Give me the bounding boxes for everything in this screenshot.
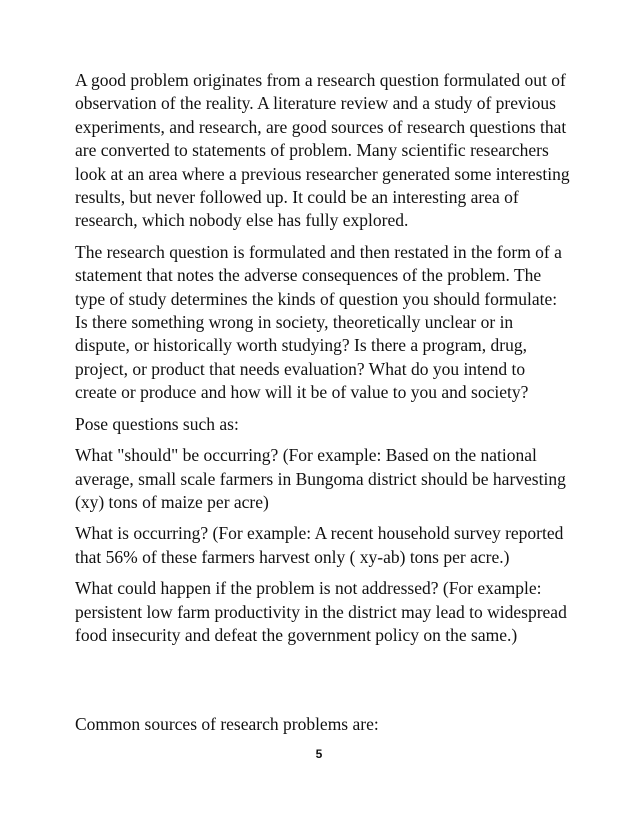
paragraph-what-could-happen: What could happen if the problem is not addressed? (For example: persistent low farm productivity in the district may lead to widespread food insecurity and defeat the government policy on the same.) [75,578,567,645]
page-number: 5 [315,747,323,761]
paragraph-problem-origin: A good problem originates from a research question formulated out of observation of the reality. A literature review and a study of previous experiments, and research, are good sources of research questions that are converted to statements of problem. Many scientific researchers look at an area where a previous researcher generated some interesting results, but never followed up. It could be an interesting area of research, which nobody else has fully explored. [75,70,570,231]
paragraph-what-is-occurring: What is occurring? (For example: A recent household survey reported that 56% of these farmers harvest only ( xy-ab) tons per acre.) [75,523,564,567]
document-body [75,69,570,655]
paragraph-pose-questions: Pose questions such as: [75,413,239,434]
common-sources-heading: Common sources of research problems are: [75,714,379,734]
paragraph-research-question: The research question is formulated and then restated in the form of a statement that notes the adverse consequences of the problem. The type of study determines the kinds of question you should formulate: Is there something wrong in society, theoretically unclear or in dispute, or historically worth studying? Is there a program, drug, project, or product that needs evaluation? What do you intend to create or produce and how will it be of value to you and society? [75,241,562,403]
paragraph-should-be-occurring: What "should" be occurring? (For example: Based on the national average, small scale farmers in Bungoma district should be harvesting (xy) tons of maize per acre) [75,445,566,512]
